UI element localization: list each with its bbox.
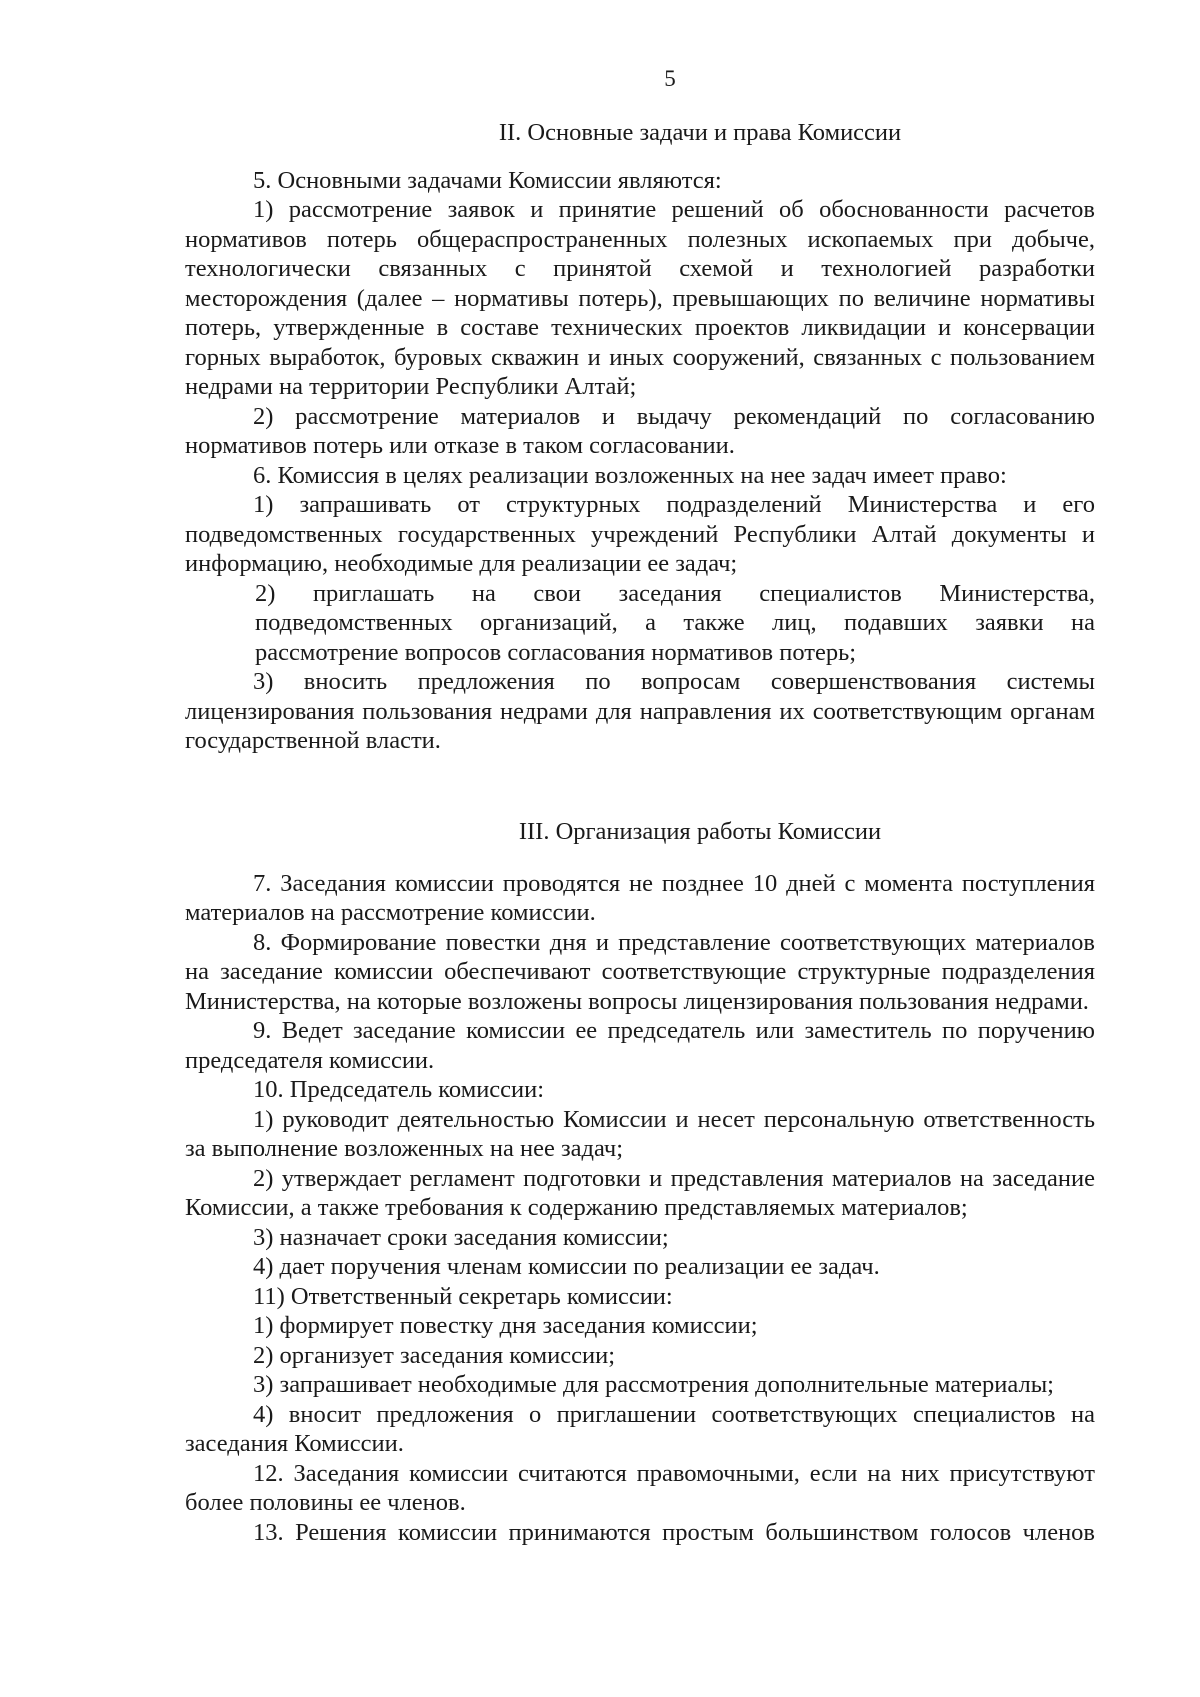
paragraph: 1) формирует повестку дня заседания комиссии; bbox=[253, 1312, 758, 1339]
paragraph: 1) рассмотрение заявок и принятие решений об обоснованности расчетов нормативов потерь общераспространенных полезных ископаемых при добыче, технологически связанных с принятой схемой и технологией разработки месторождения (далее – нормативы потерь), превышающих по величине нормативы потерь, утвержденные в составе технических проектов ликвидации и консервации горных выработок, буровых скважин и иных сооружений, связанных с пользованием недрами на территории Республики Алтай; bbox=[185, 196, 1095, 400]
paragraph: 1) руководит деятельностью Комиссии и несет персональную ответственность за выполнение возложенных на нее задач; bbox=[185, 1105, 1095, 1162]
paragraph: 2) приглашать на свои заседания специалистов Министерства, подведомственных организаций, а также лиц, подавших заявки на рассмотрение вопросов согласования нормативов потерь; bbox=[255, 579, 1095, 666]
paragraph: 2) утверждает регламент подготовки и представления материалов на заседание Комиссии, а также требования к содержанию представляемых материалов; bbox=[185, 1164, 1095, 1221]
paragraph: 7. Заседания комиссии проводятся не позднее 10 дней с момента поступления материалов на рассмотрение комиссии. bbox=[185, 869, 1095, 926]
paragraph: 11) Ответственный секретарь комиссии: bbox=[253, 1282, 673, 1310]
paragraph: 3) вносить предложения по вопросам совершенствования системы лицензирования пользования недрами для направления их соответствующим органам государственной власти. bbox=[185, 668, 1095, 754]
paragraph: 13. Решения комиссии принимаются простым большинством голосов членов bbox=[253, 1518, 1095, 1546]
paragraph: 5. Основными задачами Комиссии являются: bbox=[253, 166, 722, 194]
paragraph: 3) назначает сроки заседания комиссии; bbox=[253, 1223, 669, 1251]
paragraph: 2) рассмотрение материалов и выдачу рекомендаций по согласованию нормативов потерь или отказе в таком согласовании. bbox=[185, 402, 1095, 459]
paragraph: 10. Председатель комиссии: bbox=[253, 1076, 545, 1103]
section-2 bbox=[185, 118, 1095, 756]
section-2-title: II. Основные задачи и права Комиссии bbox=[498, 119, 902, 146]
paragraph: 6. Комиссия в целях реализации возложенных на нее задач имеет право: bbox=[253, 461, 1007, 489]
paragraph: 9. Ведет заседание комиссии ее председатель или заместитель по поручению председателя комиссии. bbox=[185, 1017, 1095, 1074]
section-3-title: III. Организация работы Комиссии bbox=[518, 818, 882, 845]
paragraph: 4) дает поручения членам комиссии по реализации ее задач. bbox=[253, 1253, 880, 1280]
page-number: 5 bbox=[664, 66, 676, 91]
paragraph: 3) запрашивает необходимые для рассмотрения дополнительные материалы; bbox=[253, 1371, 1054, 1398]
paragraph: 1) запрашивать от структурных подразделений Министерства и его подведомственных государственных учреждений Республики Алтай документы и информацию, необходимые для реализации ее задач; bbox=[185, 491, 1095, 577]
paragraph: 8. Формирование повестки дня и представление соответствующих материалов на заседание комиссии обеспечивают соответствующие структурные подразделения Министерства, на которые возложены вопросы лицензирования пользования недрами. bbox=[185, 928, 1095, 1015]
paragraph: 12. Заседания комиссии считаются правомочными, если на них присутствуют более половины ее членов. bbox=[185, 1459, 1095, 1516]
paragraph: 4) вносит предложения о приглашении соответствующих специалистов на заседания Комиссии. bbox=[185, 1400, 1095, 1457]
paragraph: 2) организует заседания комиссии; bbox=[253, 1341, 616, 1369]
section-3 bbox=[185, 801, 1095, 1547]
